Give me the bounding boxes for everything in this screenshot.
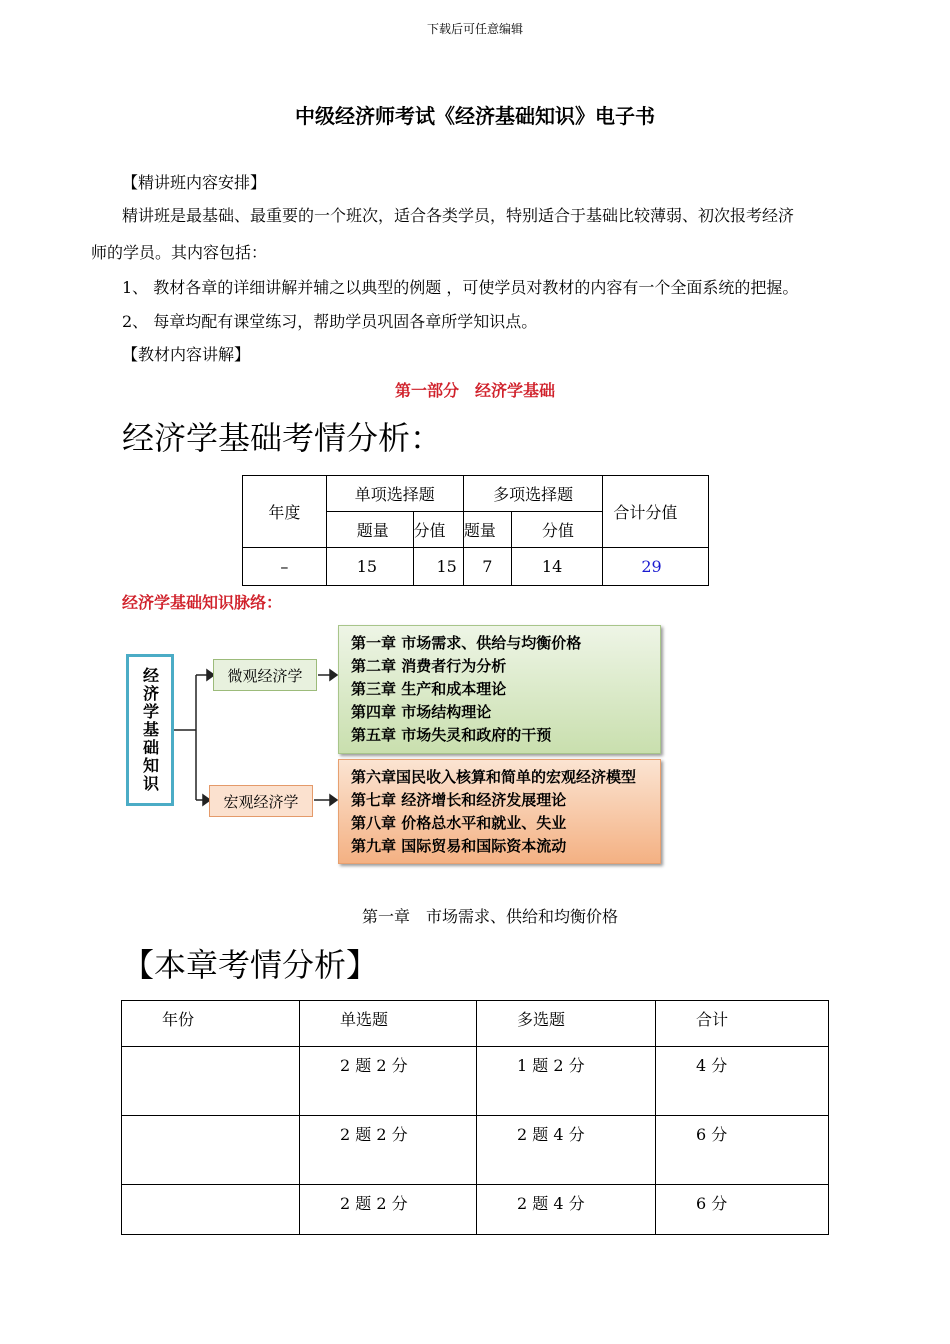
cell-total: 6 分: [656, 1116, 829, 1185]
macro-chapter-item: 第六章国民收入核算和简单的宏观经济模型: [351, 768, 637, 786]
cell-year: –: [243, 548, 327, 586]
cell-single: 2 题 2 分: [300, 1047, 477, 1116]
diagram-root-label: 经济学基础知识: [140, 667, 160, 793]
cell-total: 6 分: [656, 1185, 829, 1235]
cell-multi: 1 题 2 分: [477, 1047, 656, 1116]
table-row: [122, 1185, 829, 1235]
knowledge-map-title: 经济学基础知识脉络：: [122, 593, 283, 612]
cell-year: [122, 1047, 300, 1116]
section-heading-content: 【教材内容讲解】: [122, 345, 251, 364]
page-header: 下载后可任意编辑: [426, 22, 523, 36]
macro-chapter-item: 第九章 国际贸易和国际资本流动: [351, 837, 567, 855]
th-single-choice: 单项选择题: [326, 476, 463, 512]
table-row: [122, 1047, 829, 1116]
cell-total: 4 分: [656, 1047, 829, 1116]
cell-multi: 2 题 4 分: [477, 1116, 656, 1185]
macro-chapter-item: 第八章 价格总水平和就业、失业: [351, 814, 567, 832]
micro-chapter-item: 第二章 消费者行为分析: [351, 657, 507, 675]
list-item-1: 1、 教材各章的详细讲解并辅之以典型的例题 ，可使学员对教材的内容有一个全面系统的把握。: [122, 278, 799, 297]
micro-chapter-item: 第五章 市场失灵和政府的干预: [351, 726, 552, 744]
arrow-micro-panel: [330, 670, 337, 680]
macro-chapter-item: 第七章 经济增长和经济发展理论: [351, 791, 567, 809]
th-multi-score: 分值: [511, 512, 602, 548]
macro-chapters-panel: [338, 759, 661, 864]
th-year: 年度: [243, 476, 327, 548]
micro-chapter-item: 第三章 生产和成本理论: [351, 680, 507, 698]
th-single: 单选题: [300, 1001, 477, 1047]
micro-chapter-item: 第一章 市场需求、供给与均衡价格: [351, 634, 582, 652]
cell-year: [122, 1185, 300, 1235]
micro-chapters-panel: [338, 625, 661, 754]
th-multi: 多选题: [477, 1001, 656, 1047]
th-year: 年份: [122, 1001, 300, 1047]
intro-line-1: 精讲班是最基础、最重要的一个班次，适合各类学员，特别适合于基础比较薄弱、初次报考经济: [122, 206, 795, 225]
chapter-score-table: [121, 1000, 829, 1235]
cell-total: 29: [603, 548, 709, 586]
intro-line-2: 师的学员。其内容包括：: [91, 243, 268, 262]
th-multi-choice: 多项选择题: [463, 476, 602, 512]
th-multi-count: 题量: [463, 512, 511, 548]
cell-year: [122, 1116, 300, 1185]
th-single-count: 题量: [326, 512, 413, 548]
node-macroeconomics: 宏观经济学: [209, 785, 313, 817]
section-heading-course: 【精讲班内容安排】: [122, 173, 267, 192]
th-total: 合计分值: [603, 476, 709, 548]
th-total: 合计: [656, 1001, 829, 1047]
cell-multi-count: 7: [463, 548, 511, 586]
document-title: 中级经济师考试《经济基础知识》电子书: [295, 104, 655, 128]
diagram-root-box: [126, 654, 174, 806]
chapter-caption: 第一章 市场需求、供给和均衡价格: [361, 907, 618, 926]
th-single-score: 分值: [413, 512, 463, 548]
cell-single: 2 题 2 分: [300, 1185, 477, 1235]
exam-analysis-heading: 经济学基础考情分析：: [122, 419, 443, 457]
micro-chapter-item: 第四章 市场结构理论: [351, 703, 492, 721]
cell-single-score: 15: [413, 548, 463, 586]
cell-single-count: 15: [326, 548, 413, 586]
cell-multi-score: 14: [511, 548, 602, 586]
part-title: 第一部分 经济学基础: [394, 381, 555, 400]
chapter-analysis-heading: 【本章考情分析】: [122, 946, 379, 984]
cell-single: 2 题 2 分: [300, 1116, 477, 1185]
cell-multi: 2 题 4 分: [477, 1185, 656, 1235]
node-microeconomics: 微观经济学: [213, 659, 317, 691]
arrow-macro-panel: [330, 795, 337, 805]
list-item-2: 2、 每章均配有课堂练习，帮助学员巩固各章所学知识点。: [122, 312, 538, 331]
table-row: [122, 1116, 829, 1185]
